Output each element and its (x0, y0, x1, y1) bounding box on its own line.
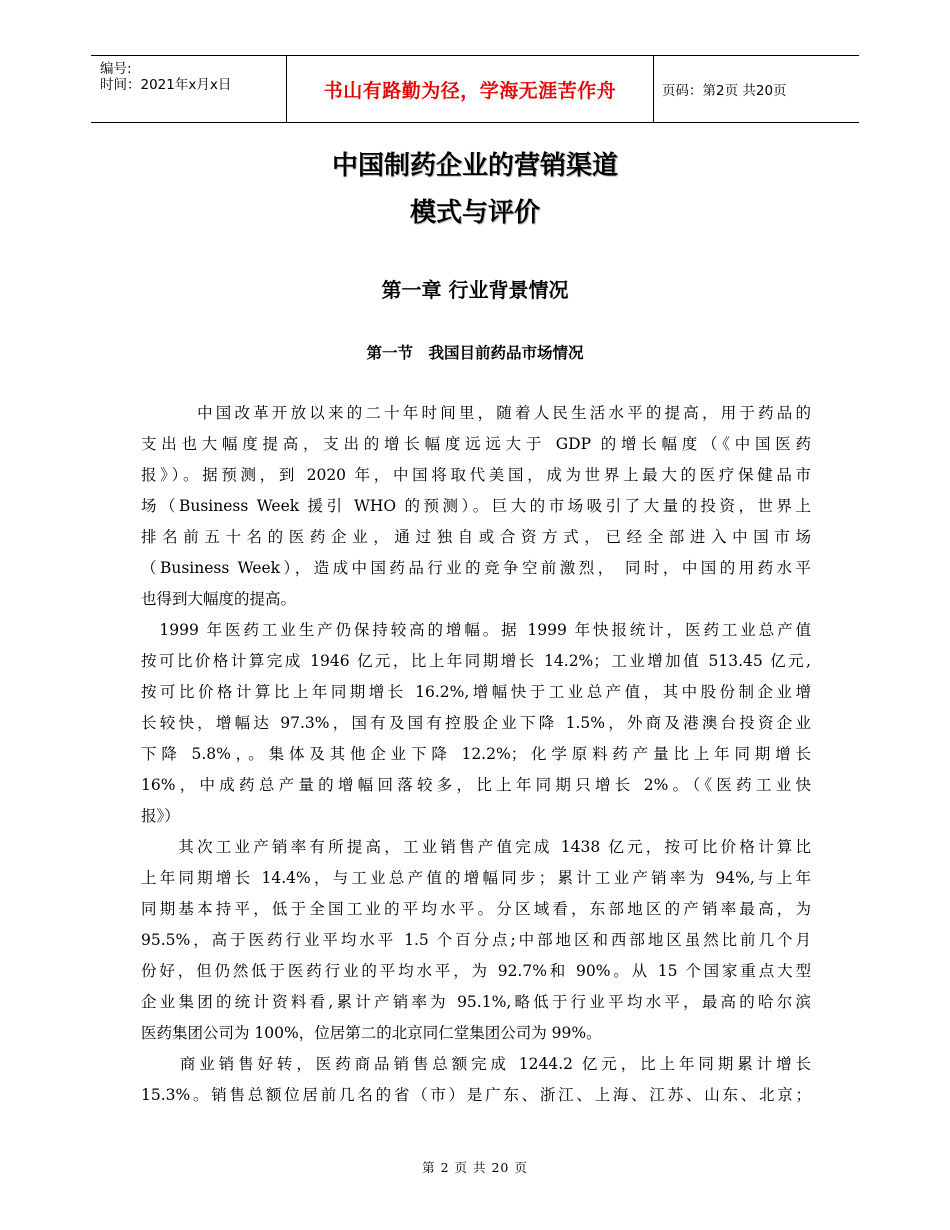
number-label: 编号: (100, 61, 132, 77)
section-heading: 第一节 我国目前药品市场情况 (366, 344, 584, 362)
text-line: 16%，中成药总产量的增幅回落较多，比上年同期只增长 2%。（《医药工业快 (141, 776, 811, 794)
text-line: 95.5%，高于医药行业平均水平 1.5 个百分点;中部地区和西部地区虽然比前几个月 (141, 931, 811, 949)
header-motto: 书山有路勤为径，学海无涯苦作舟 (287, 56, 654, 122)
text-line: 上年同期增长 14.4%，与工业总产值的增幅同步；累计工业产销率为 94%,与上年 (141, 869, 811, 887)
document-title-line-2: 模式与评价 (409, 198, 540, 228)
page-footer: 第 2 页 共 20 页 (422, 1160, 528, 1175)
text-line: 下降 5.8%，。集体及其他企业下降 12.2%；化学原料药产量比上年同期增长 (141, 745, 811, 763)
text-line: 同期基本持平，低于全国工业的平均水平。分区域看，东部地区的产销率最高，为 (141, 900, 811, 918)
text-line: 1999 年医药工业生产仍保持较高的增幅。据 1999 年快报统计，医药工业总产值 (141, 621, 811, 639)
document-title-line-1: 中国制药企业的营销渠道 (331, 151, 618, 181)
text-line: （Business Week），造成中国药品行业的竞争空前激烈， 同时，中国的用药水平 (141, 559, 811, 577)
text-line: 报》） (141, 807, 180, 825)
text-line: 中国改革开放以来的二十年时间里，随着人民生活水平的提高，用于药品的 (141, 404, 811, 422)
text-line: 长较快，增幅达 97.3%，国有及国有控股企业下降 1.5%，外商及港澳台投资企业 (141, 714, 811, 732)
header-page-info: 页码：第2页 共20页 (662, 83, 787, 99)
text-line: 场（Business Week 援引 WHO 的预测）。巨大的市场吸引了大量的投资，世界上 (141, 497, 811, 515)
text-line: 企业集团的统计资料看,累计产销率为 95.1%,略低于行业平均水平，最高的哈尔滨 (141, 993, 811, 1011)
text-line: 支出也大幅度提高，支出的增长幅度远远大于 GDP 的增长幅度（《中国医药 (141, 435, 811, 453)
text-line: 按可比价格计算完成 1946 亿元，比上年同期增长 14.2%；工业增加值 513.45 亿元, (141, 652, 811, 670)
text-line: 排名前五十名的医药企业，通过独自或合资方式，已经全部进入中国市场 (141, 528, 811, 546)
text-line: 商业销售好转，医药商品销售总额完成 1244.2 亿元，比上年同期累计增长 (141, 1055, 811, 1073)
text-line: 份好，但仍然低于医药行业的平均水平，为 92.7%和 90%。从 15 个国家重点大型 (141, 962, 811, 980)
page-header (91, 55, 859, 123)
text-line: 15.3%。销售总额位居前几名的省（市）是广东、浙江、上海、江苏、山东、北京； (141, 1086, 811, 1104)
text-line: 按可比价格计算比上年同期增长 16.2%,增幅快于工业总产值，其中股份制企业增 (141, 683, 811, 701)
header-meta (91, 56, 287, 122)
chapter-heading: 第一章 行业背景情况 (381, 278, 569, 302)
document-body (141, 398, 811, 1111)
text-line: 医药集团公司为 100%，位居第二的北京同仁堂集团公司为 99%。 (141, 1024, 602, 1042)
text-line: 也得到大幅度的提高。 (141, 590, 297, 608)
text-line: 其次工业产销率有所提高，工业销售产值完成 1438 亿元，按可比价格计算比 (141, 838, 811, 856)
text-line: 报》）。据预测，到 2020 年，中国将取代美国，成为世界上最大的医疗保健品市 (141, 466, 811, 484)
time-label: 时间：2021年x月x日 (100, 77, 232, 93)
